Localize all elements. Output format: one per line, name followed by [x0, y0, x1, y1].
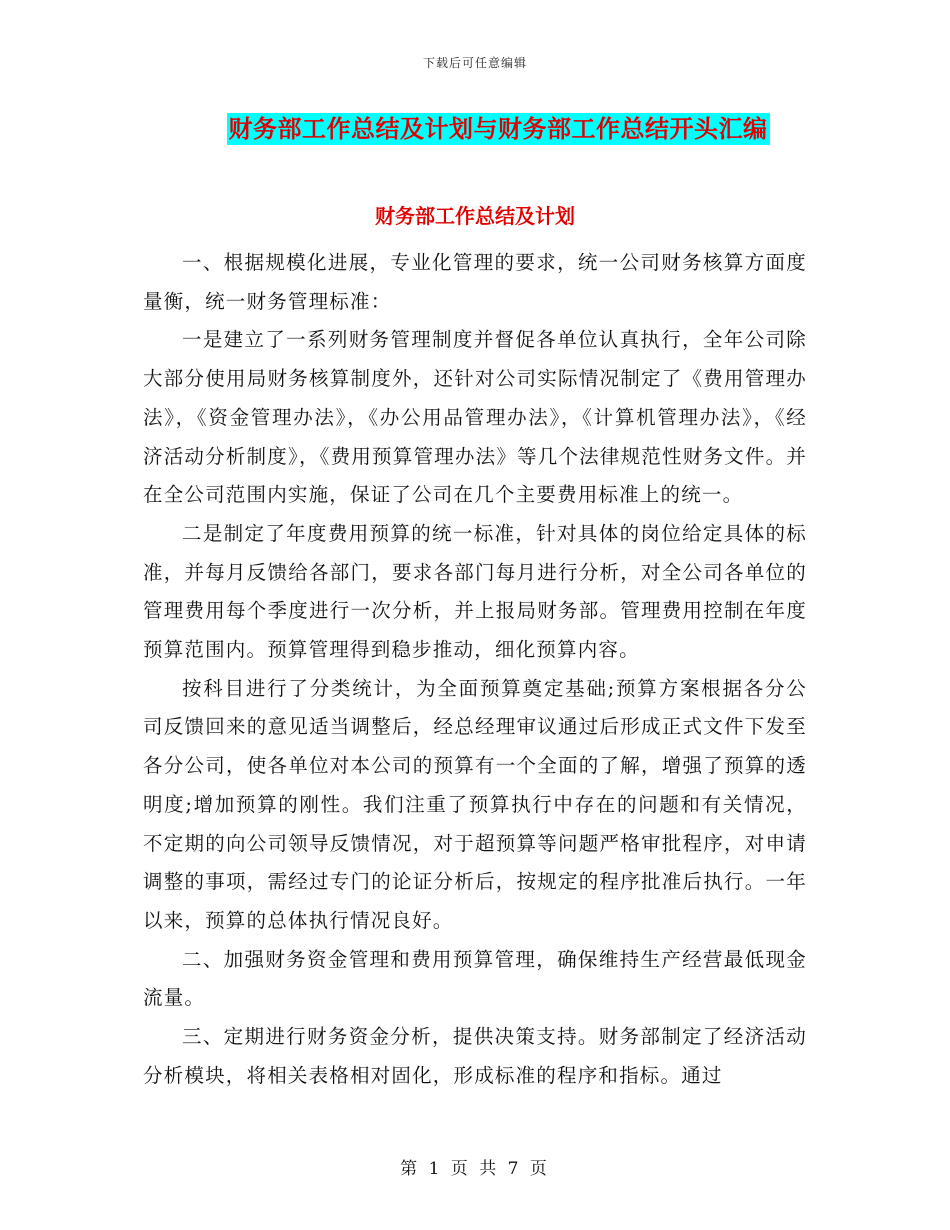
document-title: 财务部工作总结及计划与财务部工作总结开头汇编: [228, 115, 768, 143]
paragraph: 二是制定了年度费用预算的统一标准，针对具体的岗位给定具体的标准，并每月反馈给各部门，要求各部门每月进行分析，对全公司各单位的管理费用每个季度进行一次分析，并上报局财务部。管理费用控制在年度预算范围内。预算管理得到稳步推动，细化预算内容。: [143, 521, 807, 662]
paragraph: 按科目进行了分类统计，为全面预算奠定基础;预算方案根据各分公司反馈回来的意见适当调整后，经总经理审议通过后形成正式文件下发至各分公司，使各单位对本公司的预算有一个全面的了解，增强了预算的透明度;增加预算的刚性。我们注重了预算执行中存在的问题和有关情况，不定期的向公司领导反馈情况，对于超预算等问题严格审批程序，对申请调整的事项，需经过专门的论证分析后，按规定的程序批准后执行。一年以来，预算的总体执行情况良好。: [143, 676, 807, 932]
paragraph: 一、根据规模化进展，专业化管理的要求，统一公司财务核算方面度量衡，统一财务管理标准：: [143, 251, 807, 313]
page-footer-number: 第 1 页 共 7 页: [400, 1159, 550, 1179]
paragraph: 三、定期进行财务资金分析，提供决策支持。财务部制定了经济活动分析模块，将相关表格相对固化，形成标准的程序和指标。通过: [143, 1025, 807, 1087]
document-title-container: [0, 113, 950, 145]
page-header-note: 下载后可任意编辑: [422, 56, 527, 70]
document-body: [143, 244, 807, 1095]
paragraph: 一是建立了一系列财务管理制度并督促各单位认真执行，全年公司除大部分使用局财务核算制度外，还针对公司实际情况制定了《费用管理办法》，《资金管理办法》，《办公用品管理办法》，《计算机管理办法》，《经济活动分析制度》，《费用预算管理办法》等几个法律规范性财务文件。并在全公司范围内实施，保证了公司在几个主要费用标准上的统一。: [143, 328, 807, 507]
paragraph: 二、加强财务资金管理和费用预算管理，确保维持生产经营最低现金流量。: [143, 947, 807, 1010]
section-title: 财务部工作总结及计划: [375, 204, 575, 228]
